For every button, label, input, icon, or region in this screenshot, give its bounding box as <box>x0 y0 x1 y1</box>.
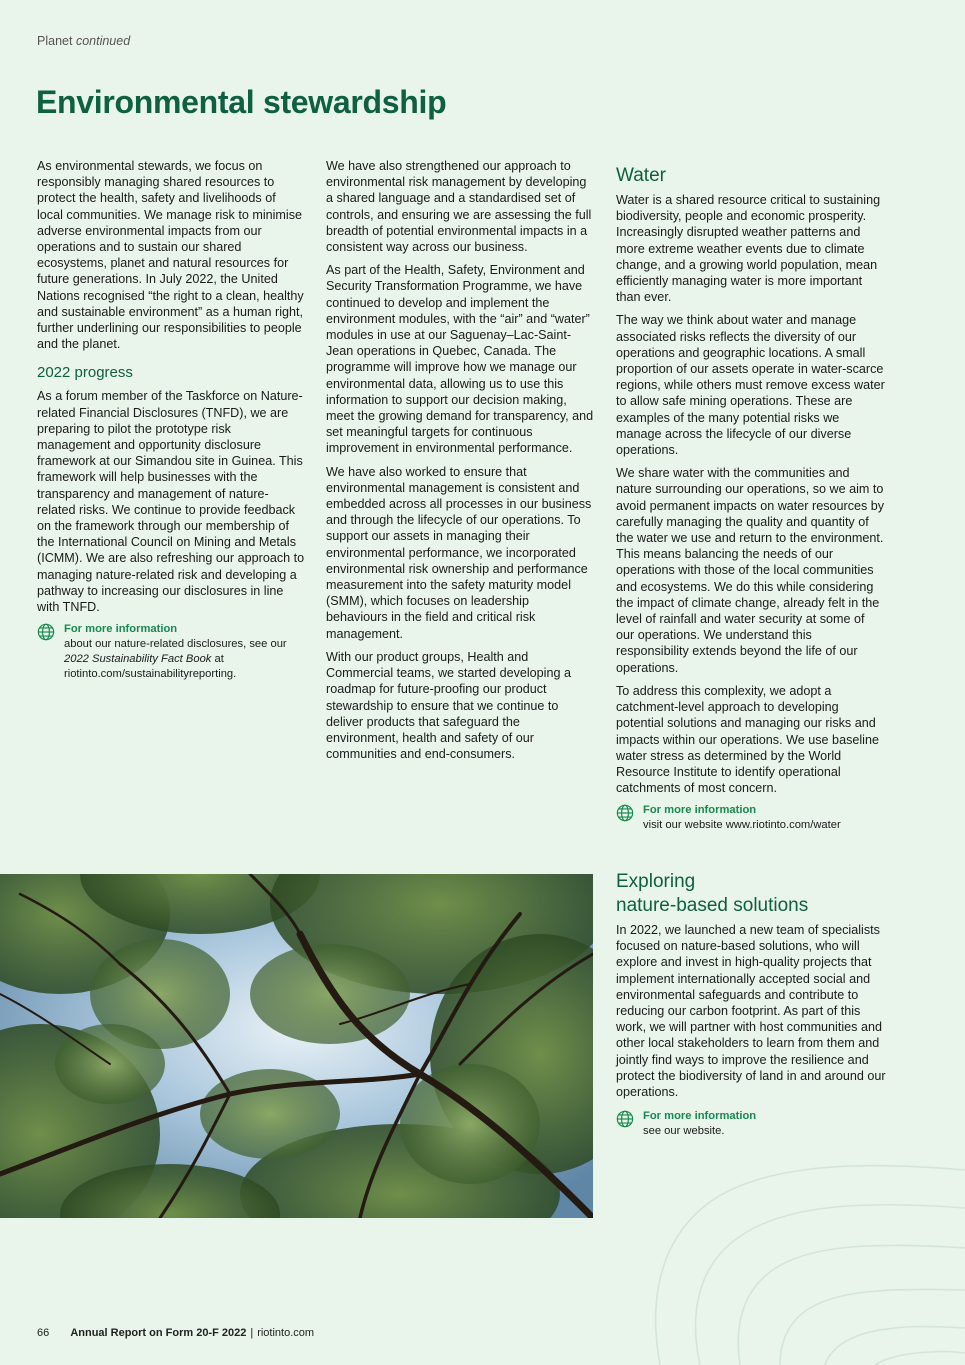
nature-paragraph: In 2022, we launched a new team of specialists focused on nature-based solutions, who will explore and invest in high-quality projects that implement internationally accepted social and environmental safeguards and contribute to reducing our carbon footprint. As part of this work, we will partner with host communities and other local stakeholders to learn from them and jointly find ways to improve the resilience and protect the biodiversity of land in and around our operations. <box>616 923 886 1100</box>
page-footer <box>37 1327 314 1339</box>
more-info-nature-disclosures[interactable] <box>37 622 305 682</box>
nature-solutions-section <box>616 870 886 1139</box>
water-heading: Water <box>616 165 666 186</box>
page-title: Environmental stewardship <box>36 84 447 120</box>
risk-paragraph-4: With our product groups, Health and Commercial teams, we started developing a roadmap for future-proofing our product stewardship to ensure that we continue to deliver products that safeguard the environment, health and safety of our communities and end-consumers. <box>326 649 571 762</box>
more-info-text <box>64 622 305 682</box>
risk-paragraph-3: We have also worked to ensure that environmental management is consistent and embedded across all processes in our business and through the lifecycle of our operations. To support our assets in managing their environmental performance, we incorporated environmental risk ownership and performance measurement into the safety maturity model (SMM), which focuses on leadership behaviours in the field and critical risk management. <box>326 464 592 641</box>
column-intro <box>37 158 305 682</box>
column-risk-management <box>326 158 594 769</box>
more-info-water[interactable] <box>616 803 886 833</box>
water-paragraph-2: The way we think about water and manage associated risks reflects the diversity of our operations and geographic locations. A small proportion of our assets operate in water-scarce regions, while others must remove excess water to allow safe mining operations. These are examples of the many potential risks we manage across the lifecycle of our diverse operations. <box>616 313 885 458</box>
fact-book-title[interactable]: 2022 Sustainability Fact Book <box>64 653 212 666</box>
nature-heading <box>616 870 886 918</box>
globe-icon <box>616 804 634 822</box>
water-paragraph-4: To address this complexity, we adopt a catchment-level approach to developing potential solutions and managing our risks and impacts within our operations. We use baseline water stress as determined by the World Resource Institute to identify operational catchments of most concern. <box>616 683 879 796</box>
footer-website[interactable]: riotinto.com <box>257 1327 315 1339</box>
globe-icon <box>37 623 55 641</box>
progress-paragraph: As a forum member of the Taskforce on Nature-related Financial Disclosures (TNFD), we are preparing to pilot the prototype risk management and opportunity disclosure framework at our Simandou site in Guinea. This framework will help businesses with the transparency and management of nature-related risks. We continue to provide feedback on the framework through our membership of the International Council on Mining and Metals (ICMM). We are also refreshing our approach to managing nature-related risk and developing a pathway to increasing our disclosures in line with TNFD. <box>37 389 305 615</box>
water-paragraph-3: We share water with the communities and nature surrounding our operations, so we aim to avoid permanent impacts on water resources by carefully managing the quality and quantity of the water we use and return to the environment. This means balancing the needs of our operations with those of the local communities and ecosystems. We do this while considering the impact of climate change, already felt in the level of rainfall and water security at some of our operations. We understand this responsibility extends beyond the life of our operations. <box>616 466 885 675</box>
more-info-title: For more information <box>64 623 178 636</box>
more-info-nature[interactable] <box>616 1109 886 1139</box>
more-info-title: For more information <box>643 804 757 817</box>
nature-website-link[interactable]: see our website. <box>643 1125 725 1138</box>
more-info-text <box>643 803 841 833</box>
running-head <box>37 34 130 48</box>
section-name: Planet <box>37 34 73 48</box>
forest-canopy-photo <box>0 874 593 1218</box>
progress-heading: 2022 progress <box>37 364 133 382</box>
water-section <box>616 164 886 833</box>
more-info-body-2: at riotinto.com/sustainabilityreporting. <box>64 653 237 681</box>
section-suffix: continued <box>75 34 131 48</box>
more-info-text <box>643 1109 756 1139</box>
contour-lines-decoration <box>640 1160 965 1365</box>
water-website-link[interactable]: visit our website www.riotinto.com/water <box>643 819 841 832</box>
intro-paragraph: As environmental stewards, we focus on responsibly managing shared resources to protect the health, safety and livelihoods of local communities. We manage risk to minimise adverse environmental impacts from our operations and to sustain our shared ecosystems, planet and natural resources for future generations. In July 2022, the United Nations recognised “the right to a clean, healthy and sustainable environment” as a human right, further underlining our responsibilities to people and the planet. <box>37 159 304 352</box>
page-number: 66 <box>37 1327 50 1339</box>
more-info-body-1: about our nature-related disclosures, see our <box>64 638 287 651</box>
risk-paragraph-2: As part of the Health, Safety, Environment and Security Transformation Programme, we have continued to develop and implement the environment modules, with the “air” and “water” modules in use at our Saguenay–Lac-Saint-Jean operations in Quebec, Canada. The programme will improve how we manage our environmental data, allowing us to use this information to support our decision making, meet the growing demand for transparency, and set meaningful targets for continuous improvement in environmental performance. <box>326 263 594 456</box>
nature-heading-line-2: nature-based solutions <box>616 895 809 916</box>
more-info-title: For more information <box>643 1110 757 1123</box>
water-paragraph-1: Water is a shared resource critical to sustaining biodiversity, people and economic prosperity. Increasingly disrupted weather patterns and more extreme weather events due to climate change, and a growing world population, mean efficiently managing water is more important than ever. <box>616 193 881 305</box>
footer-separator: | <box>250 1327 254 1339</box>
report-title: Annual Report on Form 20-F 2022 <box>70 1327 247 1339</box>
globe-icon <box>616 1110 634 1128</box>
risk-paragraph-1: We have also strengthened our approach to environmental risk management by developing a shared language and a standardised set of controls, and ensuring we are assessing the full breadth of potential environmental impacts in a consistent way across our business. <box>326 159 592 255</box>
nature-heading-line-1: Exploring <box>616 871 696 892</box>
